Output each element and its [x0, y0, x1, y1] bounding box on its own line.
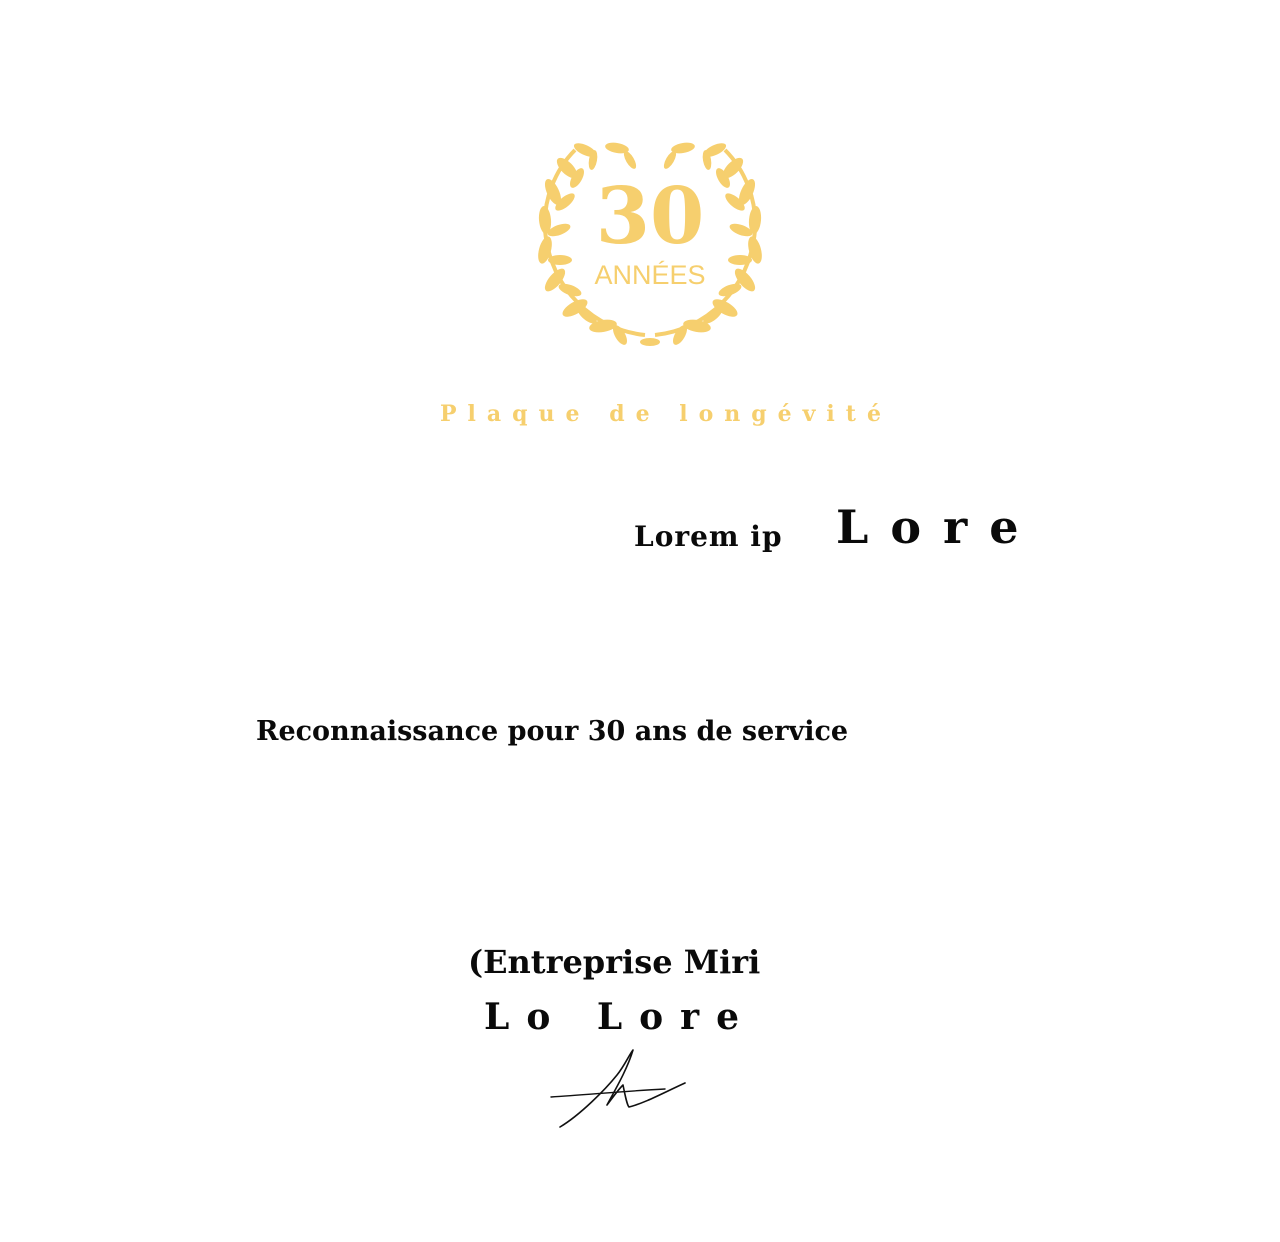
signer-name: Lo Lore	[484, 996, 757, 1038]
plaque-subtitle: Plaque de longévité	[440, 401, 892, 427]
recipient-name: Lore	[836, 500, 1041, 554]
emblem-number: 30	[595, 171, 705, 262]
recipient-label: Lorem ip	[634, 520, 783, 553]
emblem-word: ANNÉES	[594, 260, 706, 290]
signature-icon	[545, 1045, 695, 1135]
recognition-text: Reconnaissance pour 30 ans de service	[256, 716, 849, 747]
anniversary-emblem	[525, 130, 775, 360]
company-name: (Entreprise Miri	[468, 943, 761, 981]
signature	[545, 1045, 695, 1135]
